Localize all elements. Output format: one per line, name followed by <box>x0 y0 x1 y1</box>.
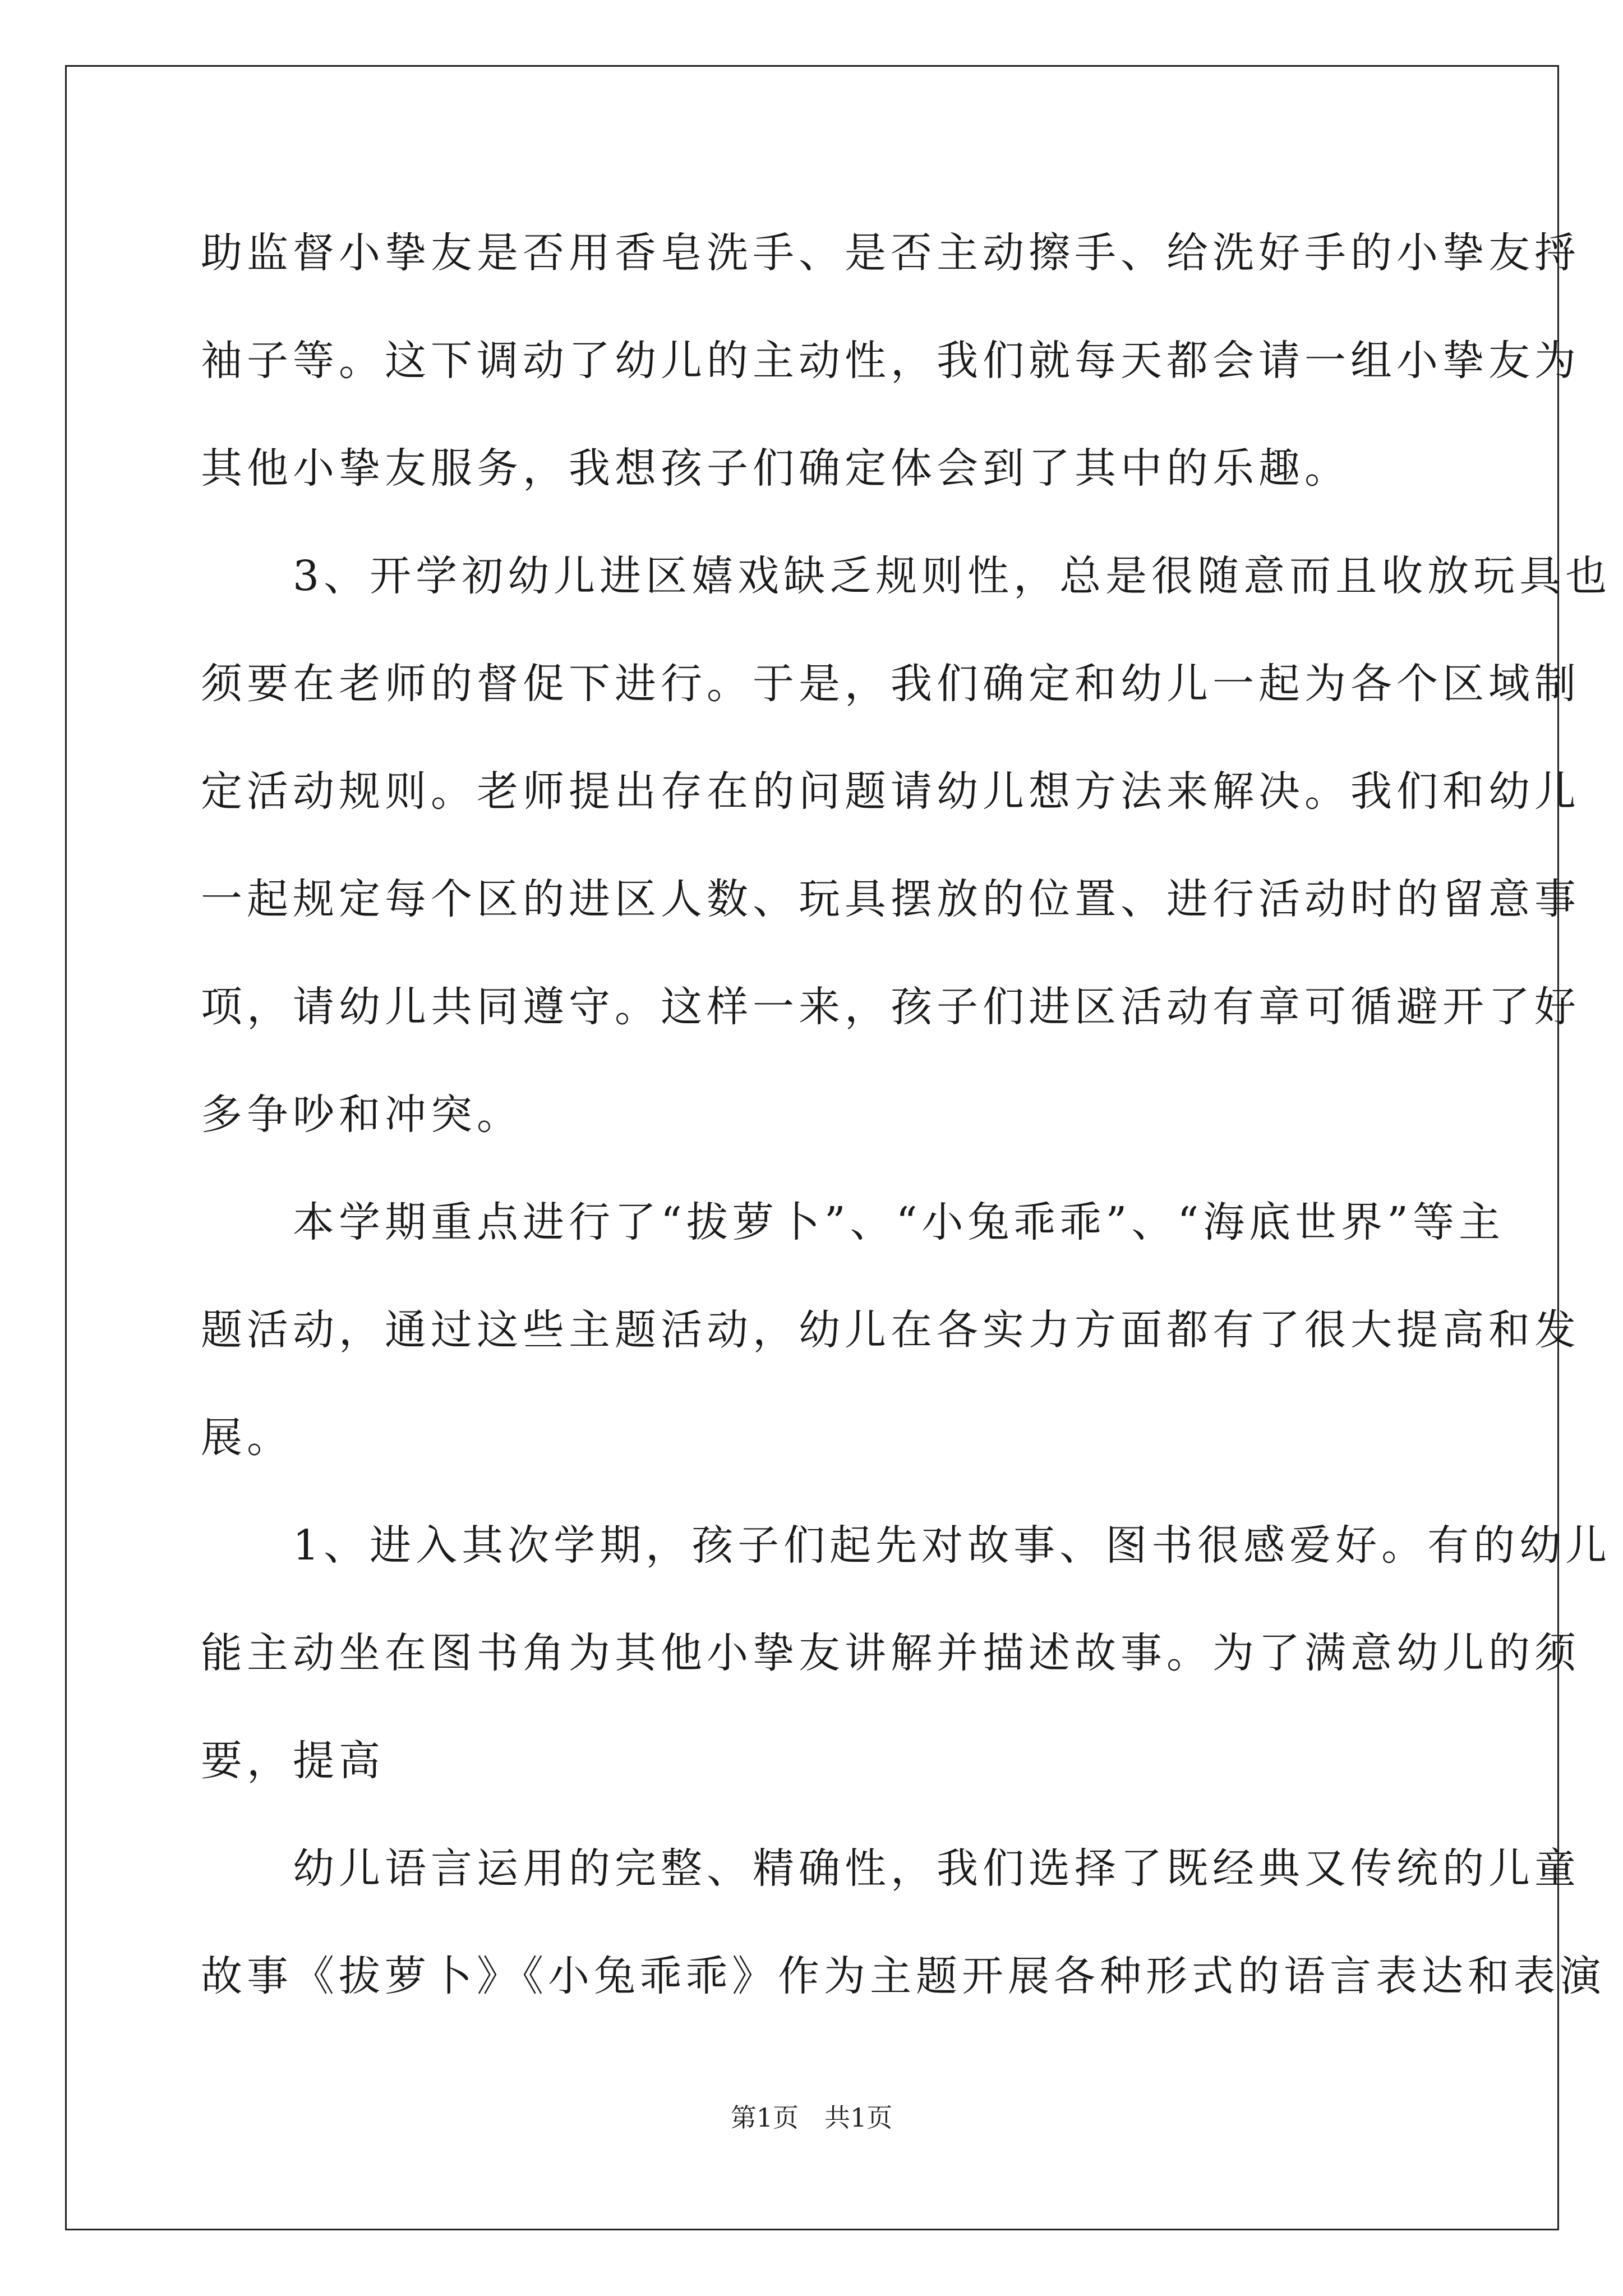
text-line: 能主动坐在图书角为其他小挚友讲解并描述故事。为了满意幼儿的须 <box>201 1629 1580 1677</box>
text-line: 助监督小挚友是否用香皂洗手、是否主动擦手、给洗好手的小挚友捋 <box>201 229 1580 277</box>
text-line: 幼儿语言运用的完整、精确性，我们选择了既经典又传统的儿童 <box>201 1844 1580 1893</box>
text-line: 本学期重点进行了“拔萝卜”、“小兔乖乖”、“海底世界”等主 <box>201 1198 1505 1246</box>
text-line: 项，请幼儿共同遵守。这样一来，孩子们进区活动有章可循避开了好 <box>201 983 1580 1031</box>
text-line: 3、开学初幼儿进区嬉戏缺乏规则性，总是很随意而且收放玩具也 <box>201 552 1612 600</box>
text-line: 定活动规则。老师提出存在的问题请幼儿想方法来解决。我们和幼儿 <box>201 767 1580 816</box>
text-line: 一起规定每个区的进区人数、玩具摆放的位置、进行活动时的留意事 <box>201 875 1580 923</box>
text-line: 袖子等。这下调动了幼儿的主动性，我们就每天都会请一组小挚友为 <box>201 337 1580 385</box>
text-line: 1、进入其次学期，孩子们起先对故事、图书很感爱好。有的幼儿 <box>201 1521 1612 1570</box>
document-body <box>201 199 1612 2030</box>
text-line: 其他小挚友服务，我想孩子们确定体会到了其中的乐趣。 <box>201 444 1350 493</box>
text-line: 多争吵和冲突。 <box>201 1091 523 1139</box>
page-number-label: 第1页 共1页 <box>730 2102 893 2133</box>
text-line: 须要在老师的督促下进行。于是，我们确定和幼儿一起为各个区域制 <box>201 660 1580 708</box>
text-line: 故事《拔萝卜》《小兔乖乖》作为主题开展各种形式的语言表达和表演 <box>201 1952 1606 2000</box>
text-line: 题活动，通过这些主题活动，幼儿在各实力方面都有了很大提高和发 <box>201 1306 1580 1354</box>
text-line: 要，提高 <box>201 1737 385 1785</box>
page-footer <box>0 2101 1623 2134</box>
text-line: 展。 <box>201 1414 293 1462</box>
